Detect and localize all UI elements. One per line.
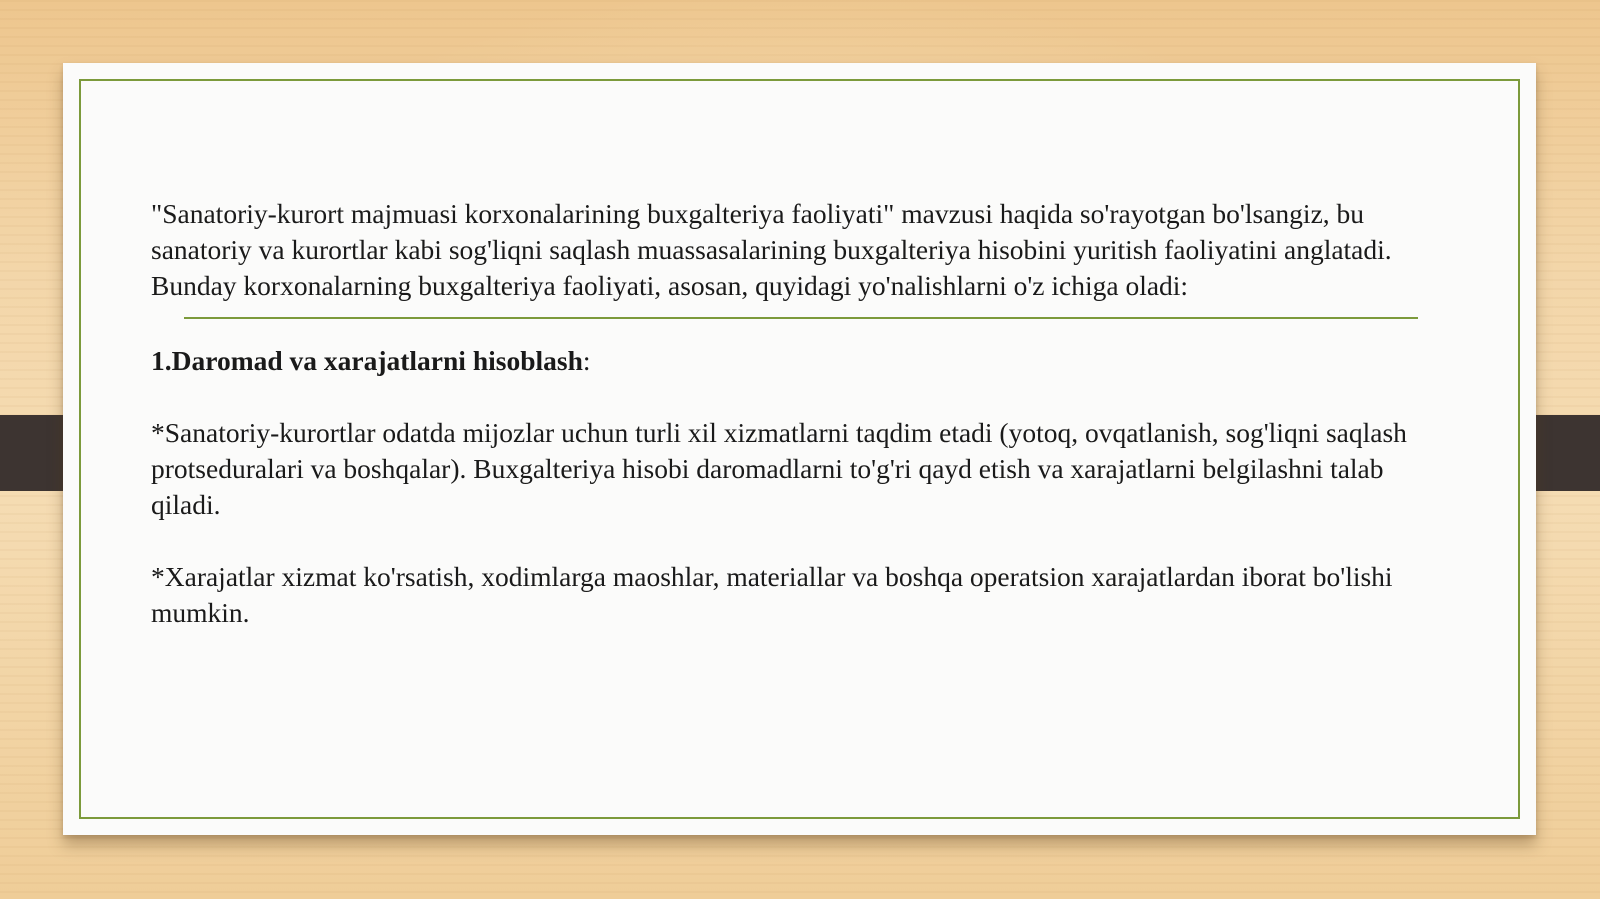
section-heading bbox=[151, 343, 1451, 379]
section-heading-text: 1.Daromad va xarajatlarni hisoblash bbox=[151, 345, 583, 376]
bullet-paragraph-2: *Xarajatlar xizmat ko'rsatish, xodimlarga maoshlar, materiallar va boshqa operatsion xarajatlardan iborat bo'lishi mumkin. bbox=[151, 561, 1393, 628]
slide-content bbox=[151, 196, 1451, 631]
section-divider bbox=[184, 317, 1418, 319]
section-heading-colon: : bbox=[582, 345, 591, 376]
bullet-paragraph-1: *Sanatoriy-kurortlar odatda mijozlar uchun turli xil xizmatlarni taqdim etadi (yotoq, ovqatlanish, sog'liqni saqlash protseduralari va boshqalar). Buxgalteriya hisobi daromadlarni to'g'ri qayd etish va xarajatlarni belgilashni talab qiladi. bbox=[151, 417, 1407, 520]
intro-paragraph: "Sanatoriy-kurort majmuasi korxonalarining buxgalteriya faoliyati" mavzusi haqida so'rayotgan bo'lsangiz, bu sanatoriy va kurortlar kabi sog'liqni saqlash muassasalarining buxgalteriya hisobini yuritish faoliyatini anglatadi. Bunday korxonalarning buxgalteriya faoliyati, asosan, quyidagi yo'nalishlarni o'z ichiga oladi: bbox=[151, 198, 1392, 301]
